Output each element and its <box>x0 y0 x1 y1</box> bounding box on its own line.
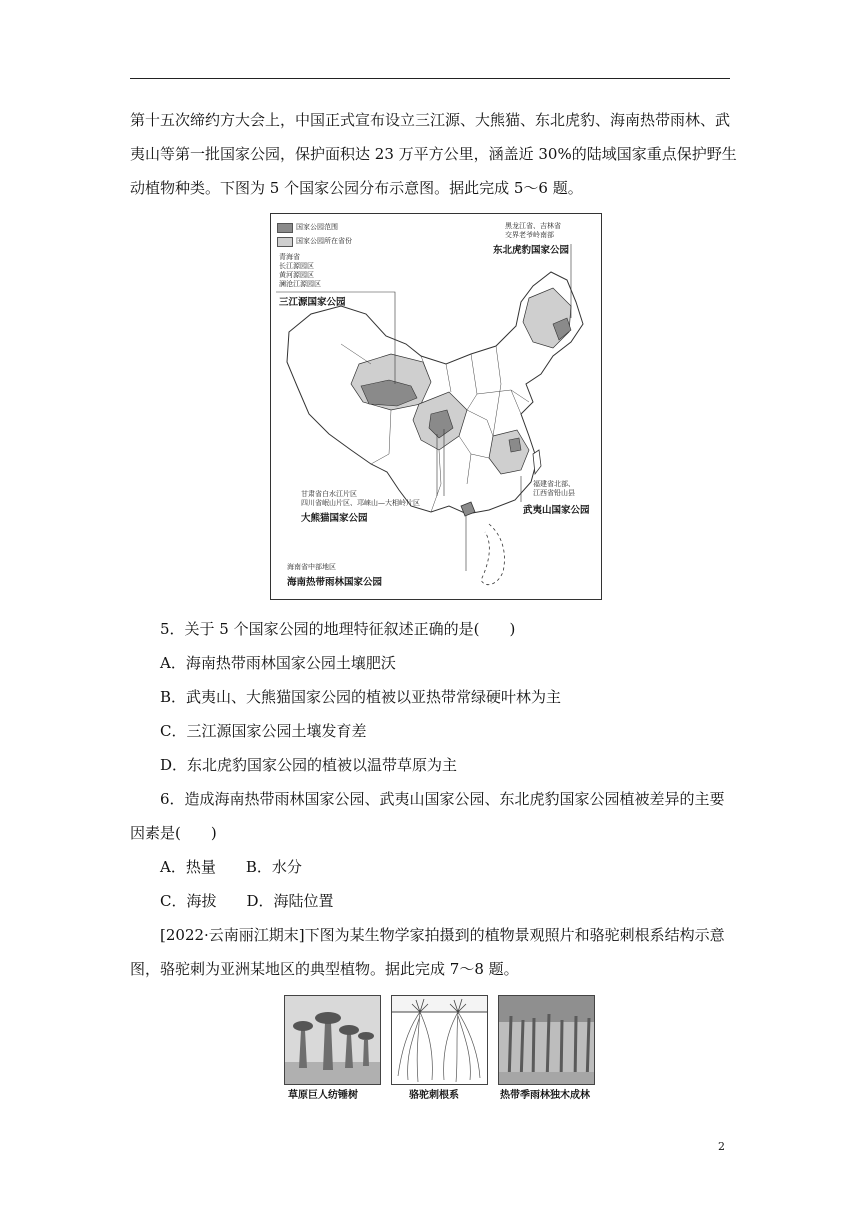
panda-detail-1: 甘肃省白水江片区 <box>301 490 357 498</box>
panda-park-name: 大熊猫国家公园 <box>301 513 368 524</box>
q6-options-row-1: A．热量 B．水分 <box>160 858 302 876</box>
hainan-park-name: 海南热带雨林国家公园 <box>287 577 383 588</box>
wuyi-park-name: 武夷山国家公园 <box>523 505 590 516</box>
wuyi-detail-1: 福建省北部、 <box>533 480 575 488</box>
china-map-drawing <box>271 214 601 599</box>
q6-options-row-2: C．海拔 D．海陆位置 <box>160 892 334 910</box>
banyan-forest-photo <box>498 995 595 1085</box>
intro-line-1: 第十五次缔约方大会上，中国正式宣布设立三江源、大熊猫、东北虎豹、海南热带雨林、武 <box>130 111 731 129</box>
sanjiangyuan-detail-2: 长江源园区 <box>279 262 314 270</box>
sanjiangyuan-detail-3: 黄河源园区 <box>279 271 314 279</box>
sanjiangyuan-detail-1: 青海省 <box>279 253 300 261</box>
caption-camelthorn: 骆驼刺根系 <box>409 1090 459 1101</box>
sanjiangyuan-detail-4: 澜沧江源园区 <box>279 280 321 288</box>
q5-option-b: B．武夷山、大熊猫国家公园的植被以亚热带常绿硬叶林为主 <box>160 688 562 706</box>
legend-province-label: 国家公园所在省份 <box>296 237 352 245</box>
plant-photos <box>284 995 606 1101</box>
baobab-photo <box>284 995 381 1085</box>
tiger-detail-2: 交界老爷岭南部 <box>505 231 554 239</box>
q6-stem-2: 因素是( ) <box>130 824 217 842</box>
wuyi-detail-2: 江西省铅山县 <box>533 489 575 497</box>
sanjiangyuan-park-name: 三江源国家公园 <box>279 297 346 308</box>
legend-province-swatch <box>277 237 293 247</box>
national-parks-map <box>270 213 602 600</box>
q5-option-c: C．三江源国家公园土壤发育差 <box>160 722 367 740</box>
legend-park-label: 国家公园范围 <box>296 223 338 231</box>
q5-option-d: D．东北虎豹国家公园的植被以温带草原为主 <box>160 756 458 774</box>
intro-line-2: 夷山等第一批国家公园，保护面积达 23 万平方公里，涵盖近 30%的陆域国家重点保护野生 <box>130 145 737 163</box>
south-sea-dashed-line <box>481 524 504 585</box>
panda-detail-2: 四川省岷山片区、邛崃山—大相岭片区 <box>301 499 420 507</box>
intro2-line-2: 图，骆驼刺为亚洲某地区的典型植物。据此完成 7～8 题。 <box>130 960 519 978</box>
intro2-line-1: [2022·云南丽江期末]下图为某生物学家拍摄到的植物景观照片和骆驼刺根系结构示意 <box>160 926 725 944</box>
caption-banyan: 热带季雨林独木成林 <box>500 1090 590 1101</box>
header-rule <box>130 78 730 79</box>
q5-stem: 5．关于 5 个国家公园的地理特征叙述正确的是( ) <box>160 620 516 638</box>
tiger-detail-1: 黑龙江省、吉林省 <box>505 222 561 230</box>
tiger-park-name: 东北虎豹国家公园 <box>493 245 570 256</box>
wuyi-park <box>509 438 521 452</box>
hainan-detail-1: 海南省中部地区 <box>287 563 336 571</box>
q6-stem-1: 6．造成海南热带雨林国家公园、武夷山国家公园、东北虎豹国家公园植被差异的主要 <box>160 790 725 808</box>
page-number: 2 <box>718 1140 725 1153</box>
camelthorn-root-diagram <box>391 995 488 1085</box>
q5-option-a: A．海南热带雨林国家公园土壤肥沃 <box>160 654 396 672</box>
caption-baobab: 草原巨人纺锤树 <box>288 1090 358 1101</box>
intro-line-3: 动植物种类。下图为 5 个国家公园分布示意图。据此完成 5～6 题。 <box>130 179 583 197</box>
legend-park-swatch <box>277 223 293 233</box>
